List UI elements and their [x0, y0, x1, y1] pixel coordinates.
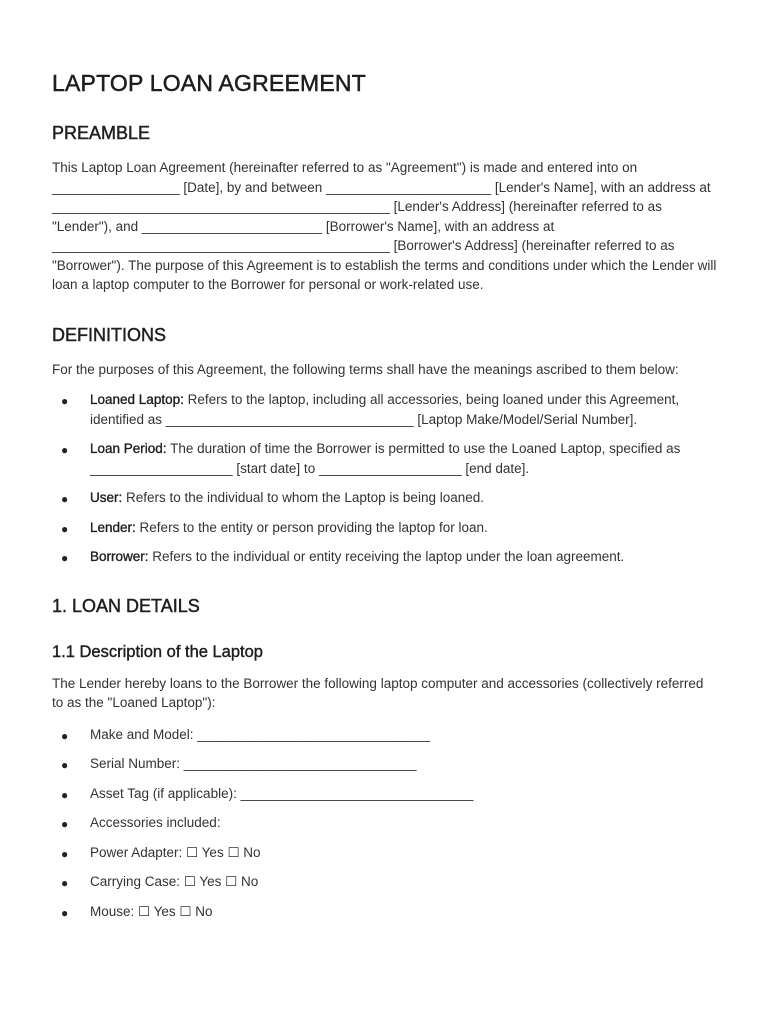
loan-details-heading: 1. LOAN DETAILS: [52, 595, 200, 616]
bullet-icon: ●: [61, 787, 69, 802]
definition-term: Loan Period:: [90, 441, 167, 456]
bullet-icon: ●: [61, 551, 69, 565]
definitions-intro: For the purposes of this Agreement, the following terms shall have the meanings ascribed to them below:: [52, 361, 679, 377]
laptop-item-mouse: [52, 902, 718, 922]
laptop-item-carrying-case: [52, 872, 718, 892]
definition-term: User:: [90, 490, 123, 505]
definitions-heading: DEFINITIONS: [52, 324, 167, 345]
bullet-icon: ●: [61, 728, 69, 743]
definition-item-borrower: [52, 547, 718, 567]
laptop-item-text: Asset Tag (if applicable): _______________________________: [90, 785, 474, 801]
laptop-item-text: Carrying Case: ☐ Yes ☐ No: [90, 874, 259, 889]
definition-item-lender: [52, 518, 718, 538]
definition-text: Refers to the entity or person providing the laptop for loan.: [135, 519, 488, 535]
preamble-paragraph: This Laptop Loan Agreement (hereinafter referred to as "Agreement") is made and entered into on _________________ [Date], by and between ______________________ [Lender's Name], with an address at _____________________________________________ [Lender's Address] (hereinafter referred to as "Lender"), and ________________________ [Borrower's Name], with an address at _____________________________________________ [Borrower's Address] (hereinafter referred to as "Borrower"). The purpose of this Agreement is to establish the terms and conditions under which the Lender will loan a laptop computer to the Borrower for personal or work-related use.: [52, 160, 717, 292]
definition-item-loan-period: [52, 439, 718, 478]
bullet-icon: ●: [61, 817, 69, 831]
laptop-item-text: Make and Model: _______________________________: [90, 726, 431, 742]
definitions-list: [52, 390, 718, 567]
laptop-item-accessories: [52, 813, 718, 833]
definition-item-user: [52, 488, 718, 508]
laptop-item-asset-tag: [52, 784, 718, 804]
definition-text: Refers to the laptop, including all accessories, being loaned under this Agreement, identified as _________________________________ [Laptop Make/Model/Serial Number].: [90, 392, 680, 427]
laptop-item-text: Accessories included:: [90, 815, 221, 830]
definition-text: The duration of time the Borrower is permitted to use the Loaned Laptop, specified as ___________________ [start date] to ___________________ [end date].: [90, 441, 681, 476]
bullet-icon: ●: [61, 846, 69, 861]
bullet-icon: ●: [61, 492, 69, 506]
bullet-icon: ●: [61, 758, 69, 772]
bullet-icon: ●: [61, 876, 69, 890]
document-title: LAPTOP LOAN AGREEMENT: [52, 70, 366, 96]
bullet-icon: ●: [61, 394, 69, 408]
laptop-description-subheading: 1.1 Description of the Laptop: [52, 642, 263, 661]
laptop-item-text: Power Adapter: ☐ Yes ☐ No: [90, 844, 261, 860]
bullet-icon: ●: [61, 443, 69, 457]
definition-item-loaned-laptop: [52, 390, 718, 429]
bullet-icon: ●: [61, 521, 69, 536]
definition-term: Loaned Laptop:: [90, 392, 184, 407]
laptop-item-serial-number: [52, 754, 718, 774]
laptop-item-power-adapter: [52, 843, 718, 863]
preamble-heading: PREAMBLE: [52, 123, 151, 143]
laptop-item-text: Mouse: ☐ Yes ☐ No: [90, 903, 213, 919]
laptop-item-make-model: [52, 725, 718, 745]
definition-text: Refers to the individual to whom the Laptop is being loaned.: [122, 490, 484, 505]
bullet-icon: ●: [61, 905, 69, 920]
definition-term: Borrower:: [90, 549, 149, 564]
definition-text: Refers to the individual or entity receiving the laptop under the loan agreement.: [148, 549, 625, 564]
laptop-details-list: [52, 725, 718, 922]
definition-term: Lender:: [90, 519, 136, 535]
laptop-description-intro: The Lender hereby loans to the Borrower the following laptop computer and accessories (collectively referred to as the "Loaned Laptop"):: [52, 675, 704, 710]
laptop-item-text: Serial Number: _______________________________: [90, 756, 417, 771]
